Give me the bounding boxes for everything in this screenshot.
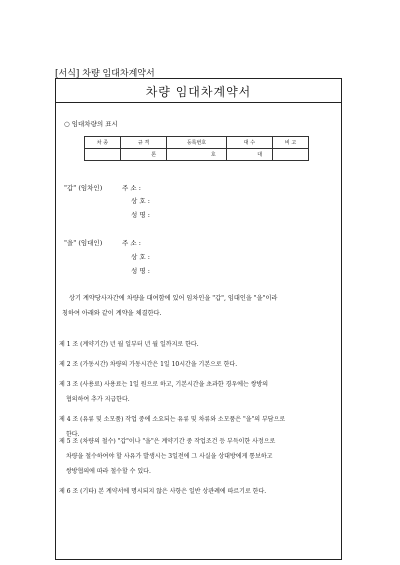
party-a-company[interactable]: 상 호 : bbox=[131, 197, 150, 205]
vehicle-table bbox=[84, 136, 309, 161]
clause-line: 쌍방협의에 따라 철수할 수 있다. bbox=[66, 468, 151, 475]
party-b-address[interactable]: 주 소 : bbox=[122, 239, 141, 247]
clause-line: 제 5 조 (차량의 철수) "갑"이나 "을"은 계약기간 중 작업조건 등 부득이한 사정으로 bbox=[59, 438, 276, 445]
party-a-address[interactable]: 주 소 : bbox=[122, 184, 141, 192]
party-b-label: "을" (임대인) bbox=[64, 239, 103, 247]
party-b-company[interactable]: 상 호 : bbox=[131, 253, 150, 261]
table-header-cell: 비 고 bbox=[273, 137, 309, 149]
clause-line: 제 1 조 (계약기간) 년 월 일부터 년 월 일까지로 한다. bbox=[59, 341, 199, 348]
table-cell[interactable]: 대 bbox=[226, 149, 272, 161]
table-header-cell: 규 격 bbox=[120, 137, 166, 149]
table-header-cell: 등록번호 bbox=[167, 137, 227, 149]
clause-line: 차량을 철수하여야 할 사유가 발생시는 3일전에 그 사실을 상대방에게 통보하고 bbox=[66, 453, 273, 460]
party-a-label: "갑" (임차인) bbox=[64, 184, 103, 192]
table-header-cell: 차 종 bbox=[85, 137, 121, 149]
section-title: ○ 임대차량의 표시 bbox=[64, 120, 118, 128]
table-cell[interactable]: 호 bbox=[167, 149, 227, 161]
title-divider bbox=[56, 102, 341, 103]
table-row bbox=[85, 149, 309, 161]
intro-paragraph bbox=[62, 291, 335, 321]
clause-line: 제 2 조 (가동시간) 차량의 가동시간은 1일 10시간을 기본으로 한다. bbox=[59, 361, 238, 368]
clause-5 bbox=[59, 434, 335, 479]
table-cell[interactable]: 톤 bbox=[120, 149, 166, 161]
clause-2 bbox=[59, 357, 335, 372]
clause-line: 제 3 조 (사용료) 사용료는 1일 원으로 하고, 기본시간을 초과한 경우에는 쌍방의 bbox=[59, 381, 269, 388]
clause-1 bbox=[59, 337, 335, 352]
party-b-name[interactable]: 성 명 : bbox=[131, 267, 150, 275]
intro-line: 칭하여 아래와 같이 계약을 체결한다. bbox=[62, 310, 162, 317]
clause-line: 제 4 조 (유류 및 소모품) 작업 중에 소요되는 유류 및 차류와 소모품은 "을"의 부담으로 bbox=[59, 416, 286, 423]
clause-3 bbox=[59, 377, 335, 407]
contract-frame bbox=[55, 78, 342, 560]
table-header-row bbox=[85, 137, 309, 149]
table-header-cell: 대 수 bbox=[226, 137, 272, 149]
party-a-name[interactable]: 성 명 : bbox=[131, 211, 150, 219]
form-label: [서식] 차량 임대차계약서 bbox=[55, 69, 155, 79]
intro-line: 상기 계약당사자간에 차량을 대여함에 있어 임차인을 "갑", 임대인을 "을"이라 bbox=[69, 295, 278, 302]
clause-line: 협의하여 추가 지급한다. bbox=[66, 396, 130, 403]
clause-line: 한다. bbox=[66, 431, 80, 438]
clause-line: 제 6 조 (기타) 본 계약서에 명시되지 않은 사항은 일반 상관례에 따르기로 한다. bbox=[59, 488, 267, 495]
document-title: 차량 임대차계약서 bbox=[145, 85, 252, 99]
clause-6 bbox=[59, 484, 335, 499]
table-cell[interactable] bbox=[273, 149, 309, 161]
table-cell[interactable] bbox=[85, 149, 121, 161]
